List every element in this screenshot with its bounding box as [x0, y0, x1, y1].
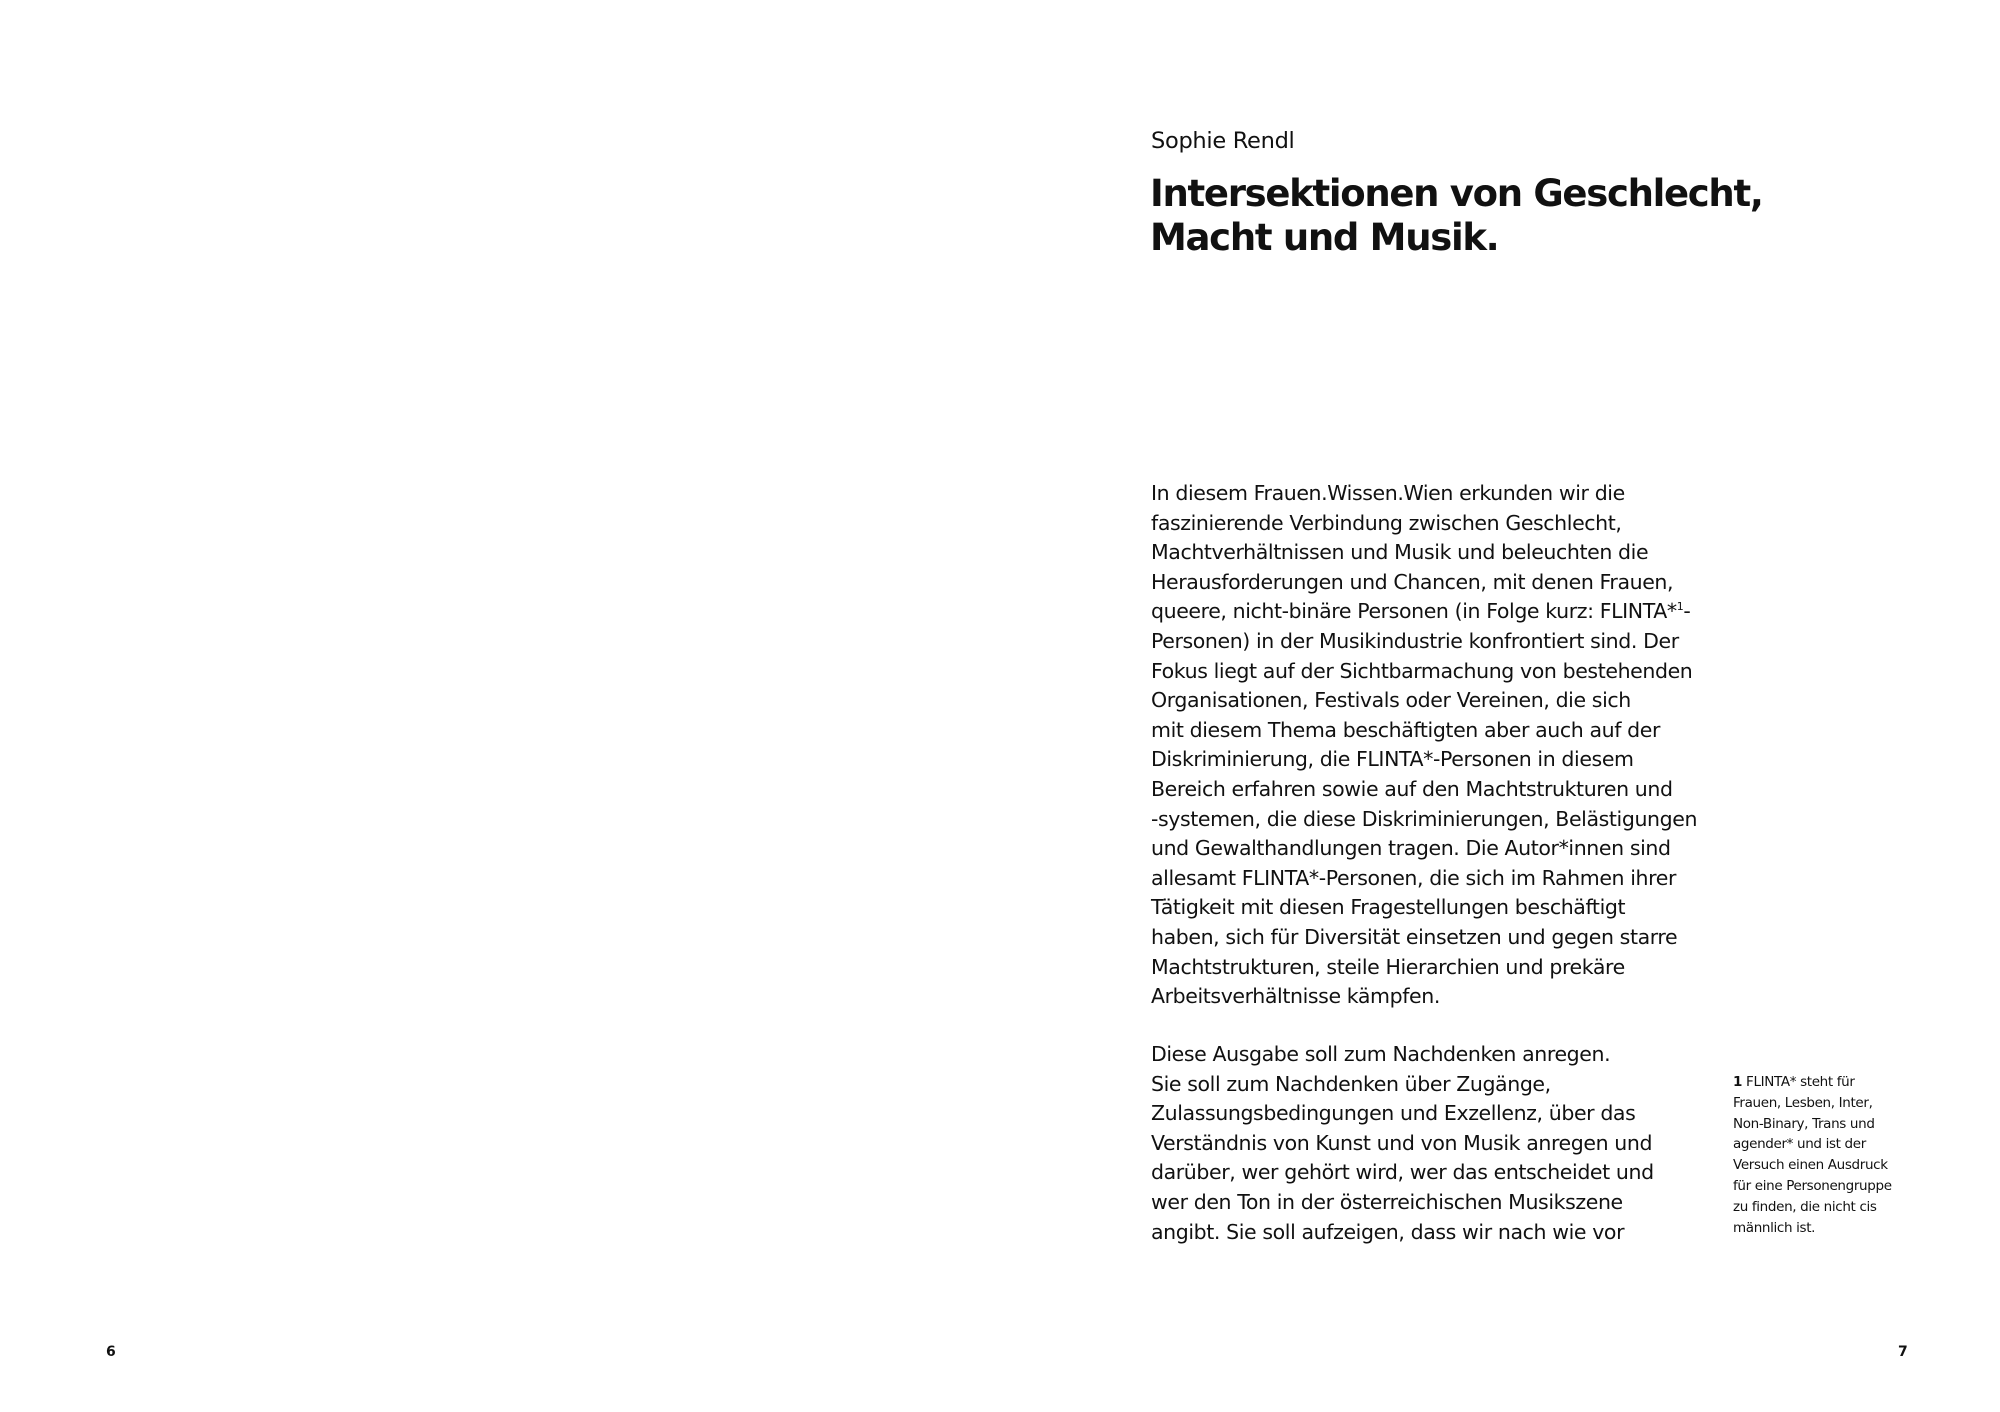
footnote-line: männlich ist.	[1733, 1219, 1816, 1236]
text-line: Diskriminierung, die FLINTA*-Personen in diesem	[1151, 747, 1634, 772]
text-line: und Gewalthandlungen tragen. Die Autor*innen sind	[1151, 836, 1671, 861]
text-line: Personen) in der Musikindustrie konfrontiert sind. Der	[1151, 628, 1679, 653]
text-line-with-footnote	[1151, 597, 1751, 627]
footnote-text: FLINTA* steht für	[1746, 1074, 1855, 1090]
footnote-line: agender* und ist der	[1733, 1136, 1866, 1153]
title-line: Intersektionen von Geschlecht,	[1150, 172, 1763, 215]
article-title	[1150, 172, 1790, 260]
text-line: mit diesem Thema beschäftigten aber auch auf der	[1151, 717, 1660, 742]
page-number-left: 6	[106, 1344, 116, 1360]
page-number-right: 7	[1898, 1344, 1908, 1360]
text-line: Zulassungsbedingungen und Exzellenz, über das	[1151, 1101, 1636, 1126]
text-line: Sie soll zum Nachdenken über Zugänge,	[1151, 1071, 1551, 1096]
footnote-line: zu finden, die nicht cis	[1733, 1198, 1877, 1215]
footnote	[1733, 1072, 1933, 1238]
text-line: faszinierende Verbindung zwischen Geschlecht,	[1151, 510, 1622, 535]
text-segment: -	[1683, 599, 1691, 624]
body-paragraph-2	[1151, 1040, 1751, 1247]
text-line: Fokus liegt auf der Sichtbarmachung von bestehenden	[1151, 658, 1693, 683]
footnote-line: Frauen, Lesben, Inter,	[1733, 1094, 1873, 1111]
text-line: haben, sich für Diversität einsetzen und gegen starre	[1151, 924, 1678, 949]
text-line: allesamt FLINTA*-Personen, die sich im Rahmen ihrer	[1151, 865, 1676, 890]
footnote-line	[1733, 1072, 1933, 1093]
text-line: Machtstrukturen, steile Hierarchien und prekäre	[1151, 954, 1625, 979]
text-line: darüber, wer gehört wird, wer das entscheidet und	[1151, 1160, 1654, 1185]
footnote-line: für eine Personengruppe	[1733, 1177, 1892, 1194]
text-line: Herausforderungen und Chancen, mit denen Frauen,	[1151, 569, 1674, 594]
text-line: angibt. Sie soll aufzeigen, dass wir nach wie vor	[1151, 1219, 1625, 1244]
body-paragraph-1	[1151, 479, 1751, 1012]
text-line: Organisationen, Festivals oder Vereinen, die sich	[1151, 688, 1631, 713]
text-segment: queere, nicht-binäre Personen (in Folge kurz: FLINTA*	[1151, 599, 1677, 624]
text-line: Bereich erfahren sowie auf den Machtstrukturen und	[1151, 776, 1673, 801]
footnote-line: Versuch einen Ausdruck	[1733, 1157, 1888, 1174]
text-line: Tätigkeit mit diesen Fragestellungen beschäftigt	[1151, 895, 1626, 920]
author-name: Sophie Rendl	[1151, 128, 1295, 154]
footnote-reference: 1	[1676, 599, 1684, 613]
footnote-line: Non-Binary, Trans und	[1733, 1115, 1875, 1132]
text-line: Arbeitsverhältnisse kämpfen.	[1151, 984, 1440, 1009]
title-line: Macht und Musik.	[1150, 216, 1499, 259]
text-line: -systemen, die diese Diskriminierungen, Belästigungen	[1151, 806, 1698, 831]
footnote-number: 1	[1733, 1074, 1743, 1090]
text-line: Verständnis von Kunst und von Musik anregen und	[1151, 1130, 1653, 1155]
text-line: wer den Ton in der österreichischen Musikszene	[1151, 1189, 1623, 1214]
text-line: In diesem Frauen.Wissen.Wien erkunden wir die	[1151, 481, 1625, 505]
right-page	[1000, 0, 2000, 1412]
text-line: Machtverhältnissen und Musik und beleuchten die	[1151, 540, 1649, 565]
text-line: Diese Ausgabe soll zum Nachdenken anregen.	[1151, 1042, 1611, 1066]
